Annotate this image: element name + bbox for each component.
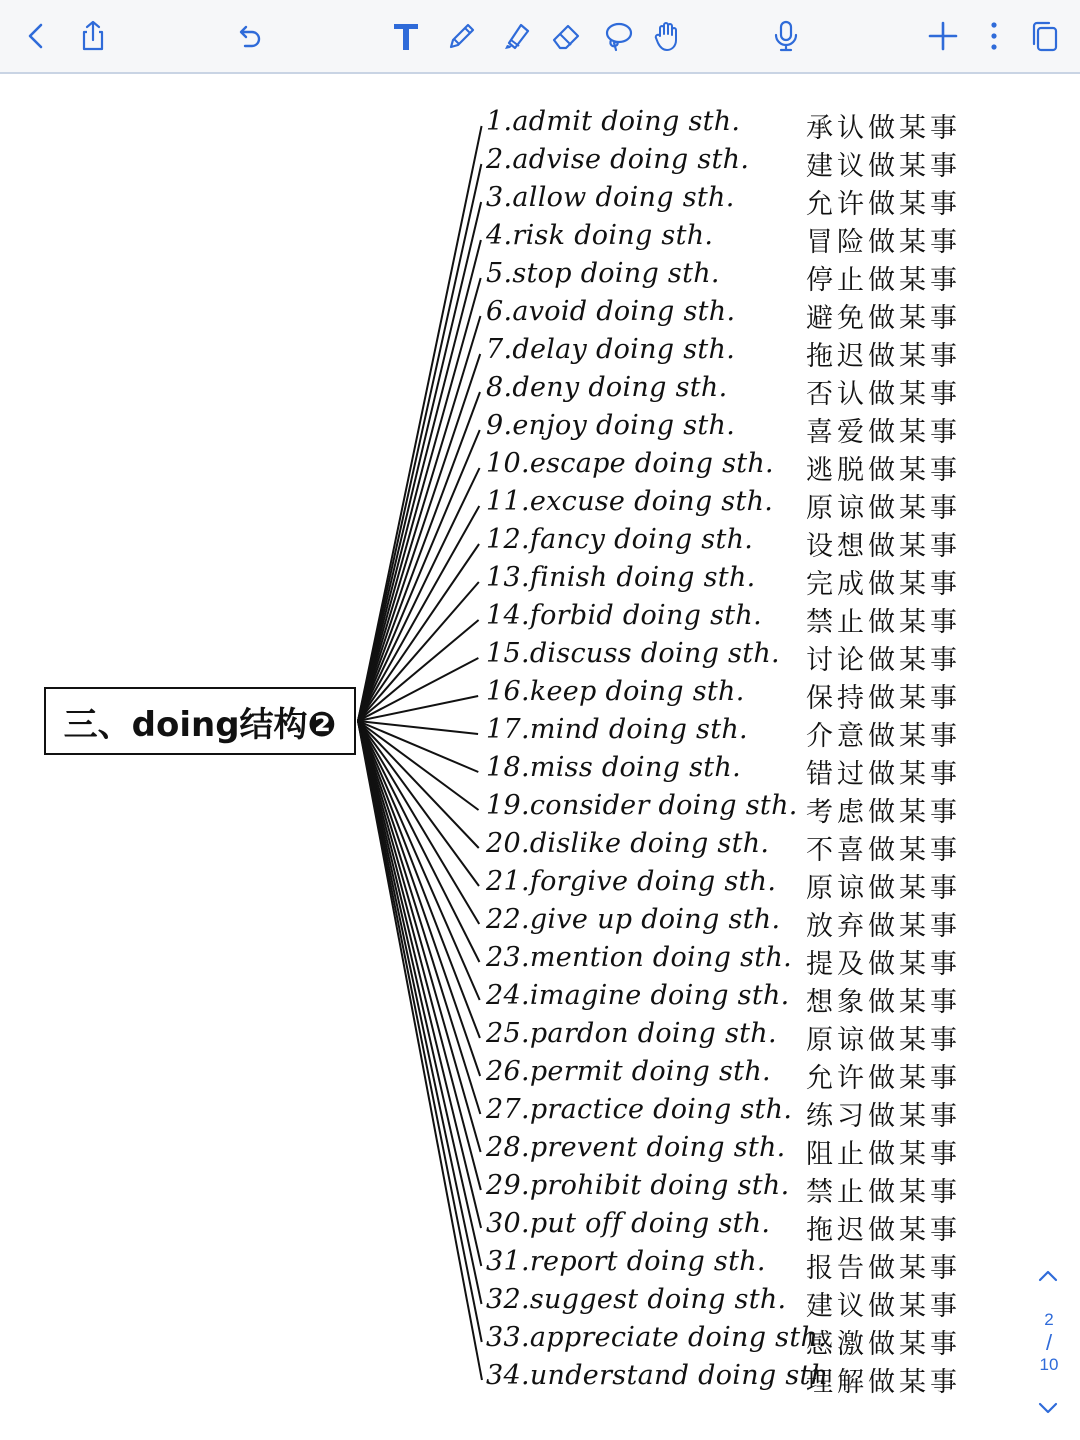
- mindmap-root-node[interactable]: [44, 687, 356, 755]
- mindmap-item-chinese: 错过做某事: [806, 759, 961, 790]
- mindmap-item-english: 11.excuse doing sth.: [486, 486, 774, 517]
- mindmap-item-chinese: 不喜做某事: [806, 835, 961, 866]
- mindmap-item-chinese: 拖迟做某事: [806, 1215, 961, 1246]
- lasso-tool-icon[interactable]: [596, 14, 640, 58]
- mindmap-item-chinese: 冒险做某事: [806, 227, 961, 258]
- pen-tool-icon[interactable]: [440, 14, 484, 58]
- mindmap-item-english: 18.miss doing sth.: [486, 752, 741, 783]
- mindmap-item-english: 9.enjoy doing sth.: [486, 410, 736, 441]
- mindmap-item-english: 24.imagine doing sth.: [486, 980, 790, 1011]
- mindmap-item-chinese: 提及做某事: [806, 949, 961, 980]
- page-navigator: [1024, 1258, 1074, 1428]
- mindmap-item-chinese: 原谅做某事: [806, 493, 961, 524]
- mindmap-item-chinese: 停止做某事: [806, 265, 961, 296]
- mindmap-item-english: 33.appreciate doing sth.: [486, 1322, 828, 1353]
- add-icon[interactable]: [921, 14, 965, 58]
- mindmap-item-english: 4.risk doing sth.: [486, 220, 714, 251]
- mindmap-item-chinese: 避免做某事: [806, 303, 961, 334]
- highlighter-tool-icon[interactable]: [494, 14, 538, 58]
- mindmap-item-chinese: 讨论做某事: [806, 645, 961, 676]
- mindmap-item-chinese: 阻止做某事: [806, 1139, 961, 1170]
- text-tool-icon[interactable]: [384, 14, 428, 58]
- mindmap-item-chinese: 原谅做某事: [806, 1025, 961, 1056]
- top-toolbar: [0, 0, 1080, 74]
- pages-icon[interactable]: [1022, 14, 1066, 58]
- mindmap-item-english: 10.escape doing sth.: [486, 448, 774, 479]
- hand-tool-icon[interactable]: [646, 14, 690, 58]
- total-pages: 10: [1039, 1355, 1059, 1374]
- mindmap-item-english: 17.mind doing sth.: [486, 714, 748, 745]
- mindmap-item-english: 26.permit doing sth.: [486, 1056, 771, 1087]
- mindmap-item-english: 27.practice doing sth.: [486, 1094, 793, 1125]
- eraser-tool-icon[interactable]: [544, 14, 588, 58]
- mindmap-item-english: 20.dislike doing sth.: [486, 828, 770, 859]
- mindmap-item-english: 32.suggest doing sth.: [486, 1284, 787, 1315]
- mindmap-item-english: 34.understand doing sth: [486, 1360, 829, 1391]
- mindmap-item-chinese: 放弃做某事: [806, 911, 961, 942]
- mindmap-item-chinese: 想象做某事: [806, 987, 961, 1018]
- mindmap-item-chinese: 逃脱做某事: [806, 455, 961, 486]
- mindmap-item-chinese: 禁止做某事: [806, 607, 961, 638]
- mindmap-item-chinese: 保持做某事: [806, 683, 961, 714]
- mindmap-item-chinese: 练习做某事: [806, 1101, 961, 1132]
- undo-icon[interactable]: [227, 14, 271, 58]
- mindmap-item-chinese: 喜爱做某事: [806, 417, 961, 448]
- mindmap-item-english: 31.report doing sth.: [486, 1246, 766, 1277]
- mindmap-item-english: 16.keep doing sth.: [486, 676, 745, 707]
- mindmap-item-english: 8.deny doing sth.: [486, 372, 728, 403]
- mindmap-item-chinese: 允许做某事: [806, 1063, 961, 1094]
- mindmap-item-english: 5.stop doing sth.: [486, 258, 720, 289]
- mindmap-item-chinese: 完成做某事: [806, 569, 961, 600]
- mindmap-item-english: 23.mention doing sth.: [486, 942, 793, 973]
- mindmap-item-chinese: 感激做某事: [806, 1329, 961, 1360]
- back-icon[interactable]: [14, 14, 58, 58]
- mindmap-item-english: 30.put off doing sth.: [486, 1208, 771, 1239]
- mindmap-item-english: 14.forbid doing sth.: [486, 600, 762, 631]
- page-separator: /: [1045, 1330, 1053, 1355]
- mindmap-item-english: 2.advise doing sth.: [486, 144, 750, 175]
- mindmap-item-english: 6.avoid doing sth.: [486, 296, 736, 327]
- mindmap-item-english: 13.finish doing sth.: [486, 562, 756, 593]
- mindmap-item-english: 12.fancy doing sth.: [486, 524, 754, 555]
- microphone-icon[interactable]: [764, 14, 808, 58]
- mindmap-item-chinese: 承认做某事: [806, 113, 961, 144]
- mindmap-item-chinese: 考虑做某事: [806, 797, 961, 828]
- more-icon[interactable]: [972, 14, 1016, 58]
- mindmap-item-chinese: 设想做某事: [806, 531, 961, 562]
- mindmap-item-chinese: 禁止做某事: [806, 1177, 961, 1208]
- mindmap-item-english: 22.give up doing sth.: [486, 904, 781, 935]
- mindmap-item-english: 25.pardon doing sth.: [486, 1018, 777, 1049]
- root-node-label: 三、doing结构❷: [63, 704, 337, 745]
- mindmap-item-english: 21.forgive doing sth.: [486, 866, 777, 897]
- mindmap-item-english: 7.delay doing sth.: [486, 334, 736, 365]
- page-down-icon[interactable]: [1032, 1392, 1064, 1424]
- mindmap-item-chinese: 否认做某事: [806, 379, 961, 410]
- mindmap-item-chinese: 报告做某事: [806, 1253, 961, 1284]
- mindmap-item-chinese: 建议做某事: [806, 151, 961, 182]
- mindmap-item-chinese: 原谅做某事: [806, 873, 961, 904]
- mindmap-item-english: 19.consider doing sth.: [486, 790, 798, 821]
- page-up-icon[interactable]: [1032, 1260, 1064, 1292]
- mindmap-item-english: 15.discuss doing sth.: [486, 638, 780, 669]
- mindmap-item-english: 29.prohibit doing sth.: [486, 1170, 790, 1201]
- mindmap-item-chinese: 介意做某事: [806, 721, 961, 752]
- mindmap-item-chinese: 理解做某事: [806, 1367, 961, 1398]
- current-page-number: 2: [1044, 1310, 1054, 1329]
- share-icon[interactable]: [71, 14, 115, 58]
- mindmap-item-chinese: 建议做某事: [806, 1291, 961, 1322]
- mindmap-item-english: 28.prevent doing sth.: [486, 1132, 786, 1163]
- mindmap-item-chinese: 拖迟做某事: [806, 341, 961, 372]
- mindmap-item-english: 1.admit doing sth.: [486, 106, 741, 137]
- mindmap-item-english: 3.allow doing sth.: [486, 182, 735, 213]
- mindmap-item-chinese: 允许做某事: [806, 189, 961, 220]
